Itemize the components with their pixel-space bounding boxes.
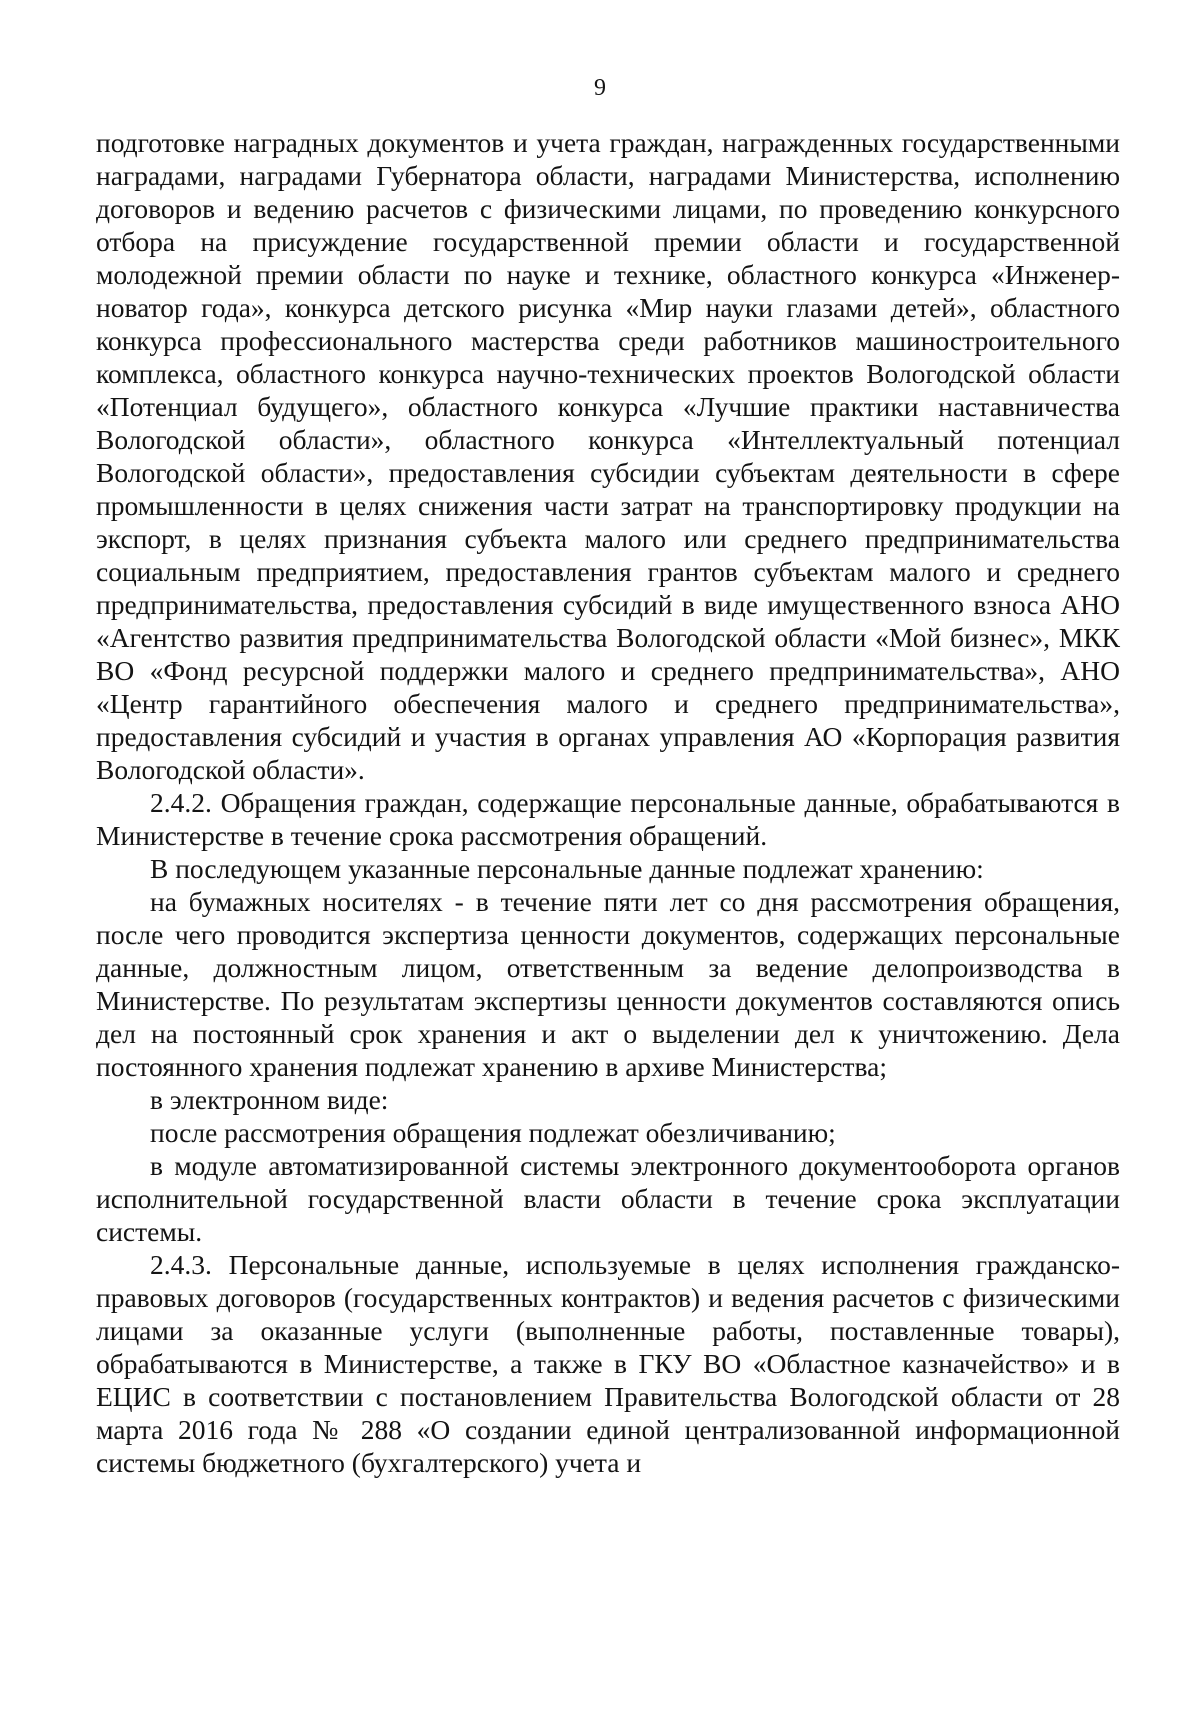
paragraph-edms-module: в модуле автоматизированной системы электронного документооборота органов исполнительной государственной власти области в течение срока эксплуатации системы. (96, 1150, 1120, 1247)
paragraph-paper-storage: на бумажных носителях - в течение пяти лет со дня рассмотрения обращения, после чего проводится экспертиза ценности документов, содержащих персональные данные, должностным лицом, ответственным за ведение делопроизводства в Министерстве. По результатам экспертизы ценности документов составляются опись дел на постоянный срок хранения и акт о выделении дел к уничтожению. Дела постоянного хранения подлежат хранению в архиве Министерства; (96, 886, 1120, 1082)
page-number: 9 (594, 75, 606, 101)
paragraph-2-4-2: 2.4.2. Обращения граждан, содержащие персональные данные, обрабатываются в Министерстве в течение срока рассмотрения обращений. (96, 787, 1120, 851)
paragraph-storage-intro: В последующем указанные персональные данные подлежат хранению: (150, 853, 984, 884)
paragraph-depersonalization: после рассмотрения обращения подлежат обезличиванию; (150, 1117, 836, 1148)
paragraph-continuation: подготовке наградных документов и учета граждан, награжденных государственными наградами, наградами Губернатора области, наградами Министерства, исполнению договоров и ведению расчетов с физическими лицами, по проведению конкурсного отбора на присуждение государственной премии области и государственной молодежной премии области по науке и технике, областного конкурса «Инженер-новатор года», конкурса детского рисунка «Мир науки глазами детей», областного конкурса профессионального мастерства среди работников машиностроительного комплекса, областного конкурса научно-технических проектов Вологодской области «Потенциал будущего», областного конкурса «Лучшие практики наставничества Вологодской области», областного конкурса «Интеллектуальный потенциал Вологодской области», предоставления субсидии субъектам деятельности в сфере промышленности в целях снижения части затрат на транспортировку продукции на экспорт, в целях признания субъекта малого или среднего предпринимательства социальным предприятием, предоставления грантов субъектам малого и среднего предпринимательства, предоставления субсидий в виде имущественного взноса АНО «Агентство развития предпринимательства Вологодской области «Мой бизнес», МКК ВО «Фонд ресурсной поддержки малого и среднего предпринимательства», АНО «Центр гарантийного обеспечения малого и среднего предпринимательства», предоставления субсидий и участия в органах управления АО «Корпорация развития Вологодской области». (96, 127, 1120, 785)
paragraph-electronic-intro: в электронном виде: (150, 1084, 389, 1115)
document-body (96, 126, 1120, 1479)
paragraph-2-4-3: 2.4.3. Персональные данные, используемые в целях исполнения гражданско-правовых договоров (государственных контрактов) и ведения расчетов с физическими лицами за оказанные услуги (выполненные работы, поставленные товары), обрабатываются в Министерстве, а также в ГКУ ВО «Областное казначейство» и в ЕЦИС в соответствии с постановлением Правительства Вологодской области от 28 марта 2016 года № 288 «О создании единой централизованной информационной системы бюджетного (бухгалтерского) учета и (96, 1249, 1120, 1478)
